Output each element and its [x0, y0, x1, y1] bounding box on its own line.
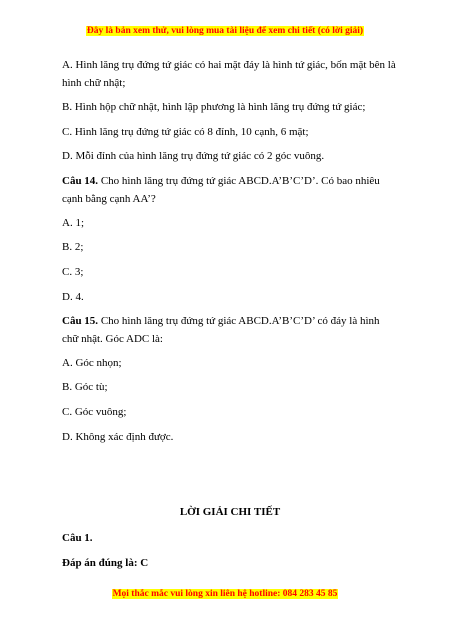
q13-option-a: A. Hình lăng trụ đứng tứ giác có hai mặt đáy là hình tứ giác, bốn mặt bên là hình chữ nhật; [62, 59, 396, 89]
solution-question-1-label: Câu 1. [62, 532, 93, 544]
question-15-label: Câu 15. [62, 315, 99, 327]
preview-notice-text: Đây là bản xem thử, vui lòng mua tài liệu để xem chi tiết (có lời giải) [86, 26, 364, 36]
question-15 [62, 312, 398, 348]
q13-option-d: D. Mỗi đỉnh của hình lăng trụ đứng tứ giác có 2 góc vuông. [62, 150, 325, 162]
q14-option-d: D. 4. [62, 291, 84, 303]
q15-option-c: C. Góc vuông; [62, 406, 127, 418]
q15-option-b: B. Góc tù; [62, 381, 108, 393]
solution-answer-line: Đáp án đúng là: C [62, 557, 149, 569]
contact-hotline-text: Mọi thắc mắc vui lòng xin liên hệ hotline: 084 283 45 85 [112, 589, 338, 599]
question-14-label: Câu 14. [62, 175, 99, 187]
q13-option-c: C. Hình lăng trụ đứng tứ giác có 8 đỉnh, 10 cạnh, 6 mặt; [62, 126, 309, 138]
preview-notice-banner [0, 25, 450, 37]
contact-hotline-banner [0, 588, 450, 600]
question-14 [62, 172, 398, 208]
q14-option-a: A. 1; [62, 217, 84, 229]
q14-option-c: C. 3; [62, 266, 84, 278]
q14-option-b: B. 2; [62, 241, 84, 253]
q15-option-a: A. Góc nhọn; [62, 357, 122, 369]
solution-heading: LỜI GIẢI CHI TIẾT [179, 506, 281, 518]
question-14-text: Cho hình lăng trụ đứng tứ giác ABCD.A’B’C’D’. Có bao nhiêu cạnh bằng cạnh AA’? [62, 175, 380, 205]
q13-option-b: B. Hình hộp chữ nhật, hình lập phương là hình lăng trụ đứng tứ giác; [62, 101, 366, 113]
q15-option-d: D. Không xác định được. [62, 431, 174, 443]
question-15-text: Cho hình lăng trụ đứng tứ giác ABCD.A’B’C’D’ có đáy là hình chữ nhật. Góc ADC là: [62, 315, 380, 345]
